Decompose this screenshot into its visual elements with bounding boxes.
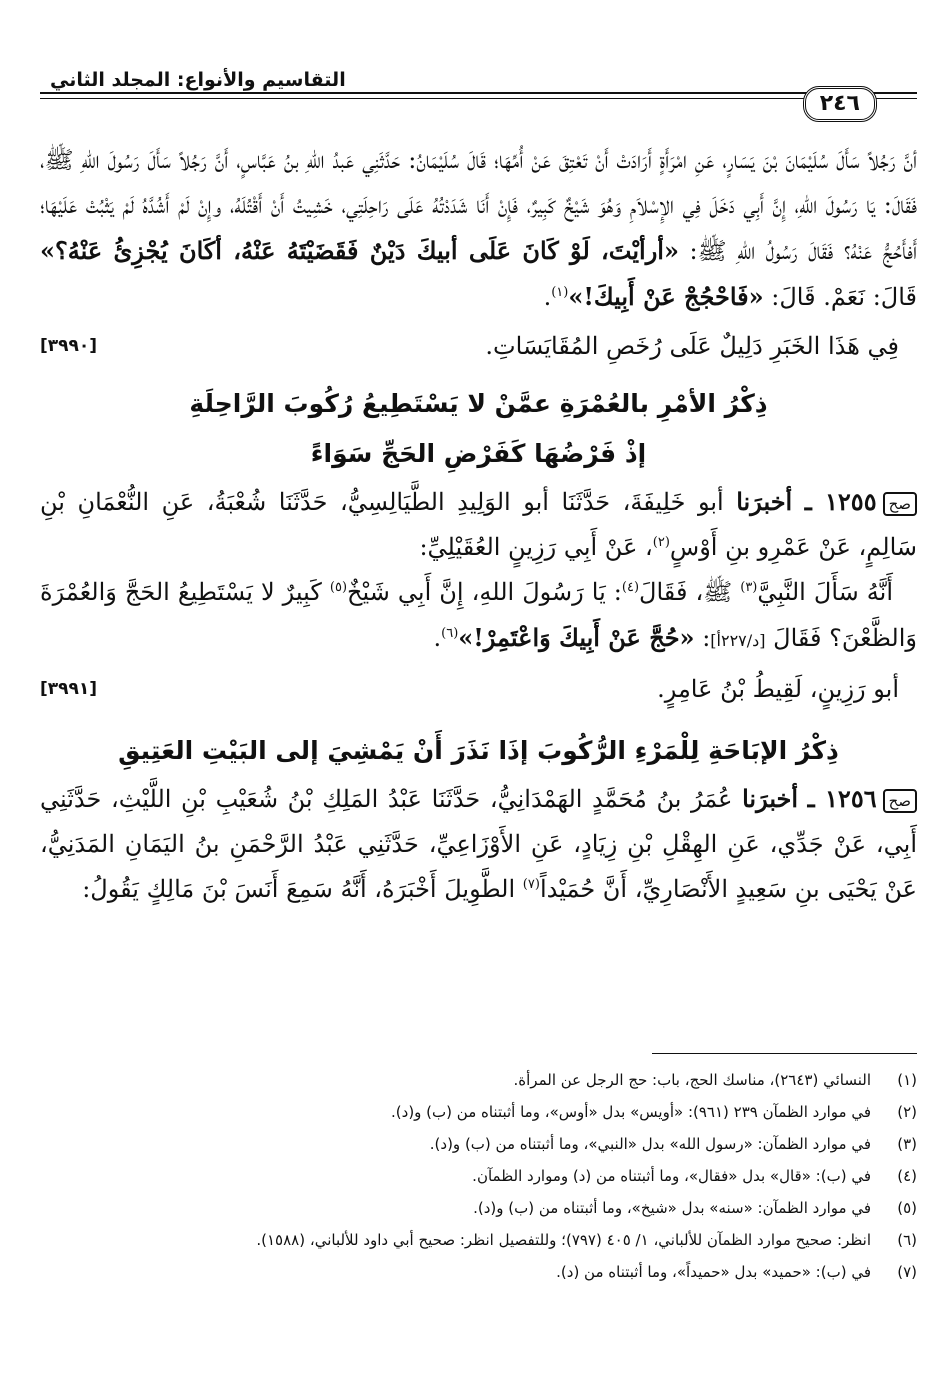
isnad-text: أبو خَلِيفَةَ، حَدَّثَنَا أبو الوَلِيدِ الطَّيَالِسِيُّ، حَدَّثَنَا شُعْبَةُ، عَنِ النُّعْمَانِ بْنِ سَالِمٍ، عَنْ عَمْرِو بنِ أَوْسٍ — [40, 488, 917, 561]
chapter-title-line: إذْ فَرْضُهَا كَفَرْضِ الحَجِّ سَوَاءً — [310, 439, 647, 468]
page-header — [40, 68, 917, 120]
hadith-1255-matn — [40, 570, 917, 663]
footnote — [40, 1192, 917, 1224]
footnote-number: (٤) — [897, 1167, 917, 1185]
matn-text: كَبِيرٌ لا يَسْتَطِيعُ الحَجَّ وَالعُمْرَةَ وَالظَّعْنَ؟ فَقَالَ — [40, 578, 917, 652]
note-text: فِي هَذَا الخَبَرِ دَلِيلٌ عَلَى رُخَصِ المُقَايَسَاتِ. — [485, 332, 899, 360]
prophet-quote: «فَاحْجُجْ عَنْ أَبِيكَ!» — [568, 282, 764, 311]
transmission-label: أخبرَنا — [736, 487, 793, 516]
footnote-text: انظر: صحيح موارد الظمآن للألباني، ١/ ٤٠٥ (٧٩٧)؛ وللتفصيل انظر: صحيح أبي داود للألباني، (١٥٨٨). — [256, 1231, 871, 1249]
footnotes — [40, 1064, 917, 1288]
footnote-marker: (٥) — [329, 580, 348, 595]
isnad-text: الطَّوِيلَ أَخْبَرَهُ، أَنَّهُ سَمِعَ أَنَسَ بْنَ مَالِكٍ يَقُولُ: — [82, 875, 516, 903]
isnad-text: عُمَرُ بنُ مُحَمَّدٍ الهَمْدَانِيُّ، حَدَّثَنَا عَبْدُ المَلِكِ بْنُ شُعَيْبِ بْنِ اللَّيْثِ، حَدَّثَنِي أَبِي، عَنْ جَدِّي، عَنِ الهِقْلِ بْنِ زِيَادٍ، عَنِ الأَوْزَاعِيِّ، حَدَّثَنِي عَبْدُ الرَّحْمَنِ بنُ اليَمَانِ المَدَنِيُّ، عَنْ يَحْيَى بنِ سَعِيدٍ الأَنْصَارِيِّ، أَنَّ حُمَيْداً — [40, 785, 917, 903]
footnote — [40, 1096, 917, 1128]
footnote-number: (٧) — [897, 1263, 917, 1281]
header-rule — [40, 92, 917, 94]
matn-text: ﷺ، فَقَالَ — [639, 578, 733, 606]
footnote-text: في موارد الظمآن ٢٣٩ (٩٦١): «أويس» بدل «أوس»، وما أثبتناه من (ب) و(د). — [391, 1103, 871, 1121]
page-number: ٢٤٦ — [803, 86, 877, 122]
footnote-text: في (ب): «حميد» بدل «حميداً»، وما أثبتناه من (د). — [556, 1263, 871, 1281]
footnote-marker: (٧) — [522, 877, 540, 892]
paragraph-hadith-continuation — [40, 138, 917, 320]
chapter-title-line: ذِكْرُ الأمْرِ بالعُمْرَةِ عمَّنْ لا يَسْتَطِيعُ رُكُوبَ الرَّاحِلَةِ — [189, 389, 768, 418]
hadith-1256 — [40, 776, 917, 912]
chapter-title — [40, 379, 917, 479]
hadith-reference-number: [٣٩٩١] — [40, 679, 98, 699]
running-title: التقاسيم والأنواع: المجلد الثاني — [40, 68, 346, 92]
hadith-1255 — [40, 479, 917, 570]
footnote-number: (٣) — [897, 1135, 917, 1153]
text-segment: . — [543, 283, 552, 311]
hadith-mark-icon: صح — [883, 492, 917, 516]
hadith-number: ١٢٥٦ ـ — [807, 784, 877, 813]
footnote-text: في موارد الظمآن: «سنه» بدل «شيخ»، وما أثبتناه من (ب) و(د). — [473, 1199, 871, 1217]
header-rule-thin — [40, 98, 917, 99]
author-note — [40, 667, 917, 712]
footnote — [40, 1224, 917, 1256]
footnote-marker: (٣) — [740, 580, 758, 595]
matn-text: : — [702, 624, 711, 652]
matn-text: . — [433, 624, 442, 652]
footnote-marker: (٤) — [621, 580, 640, 595]
hadith-reference-number: [٣٩٩٠] — [40, 336, 98, 356]
chapter-title-line: ذِكْرُ الإبَاحَةِ لِلْمَرْءِ الرُّكُوبَ إذَا نَذَرَ أَنْ يَمْشِيَ إلى البَيْتِ العَتِيقِ — [118, 736, 839, 765]
chapter-title — [40, 726, 917, 776]
footnote-number: (١) — [897, 1071, 917, 1089]
hadith-number: ١٢٥٥ ـ — [804, 487, 877, 516]
footnote-text: في موارد الظمآن: «رسول الله» بدل «النبي»، وما أثبتناه من (ب) و(د). — [429, 1135, 871, 1153]
footnote-marker: (٢) — [652, 535, 670, 550]
note-text: أبو رَزِينٍ، لَقِيطُ بْنُ عَامِرٍ. — [657, 675, 899, 703]
prophet-quote: «أرأيْتَ، لَوْ كَانَ عَلَى أبيكَ دَيْنٌ فَقَضَيْتَهُ عَنْهُ، أكَانَ يُجْزِئُ عَنْهُ؟» — [40, 236, 679, 265]
isnad-text: ، عَنْ أَبِي رَزِينٍ العُقَيْلِيِّ: — [419, 533, 653, 561]
footnote-number: (٥) — [897, 1199, 917, 1217]
manuscript-reference: [د/٢٢٧أ] — [710, 631, 766, 650]
footnote-number: (٦) — [897, 1231, 917, 1249]
matn-text: : يَا رَسُولَ اللهِ، إِنَّ أَبِي شَيْخٌ — [347, 578, 622, 606]
matn-text: أَنَّهُ سَأَلَ النَّبِيَّ — [757, 578, 893, 606]
prophet-quote: «حُجَّ عَنْ أَبِيكَ وَاعْتَمِرْ!» — [458, 623, 695, 652]
footnote-text: في (ب): «قال» بدل «فقال»، وما أثبتناه من (د) وموارد الظمآن. — [472, 1167, 871, 1185]
author-note — [40, 324, 917, 369]
text-segment: قَالَ: نَعَمْ. قَالَ: — [771, 283, 917, 311]
transmission-label: أخبرَنا — [742, 784, 799, 813]
hadith-mark-icon: صح — [883, 789, 917, 813]
text-segment: أنَّ رَجُلاً سَأَلَ سُلَيْمَانَ بْنَ يَسَارٍ، عَنِ امْرَأَةٍ أَرَادَتْ أَنْ تَعْتِقَ عَنْ أُمِّهَا؛ قَالَ سُلَيْمَانُ: حَدَّثَنِي عَبدُ اللهِ بنُ عَبَّاسٍ، أَنَّ رَجُلاً سَأَلَ رَسُولَ اللهِ ﷺ، فَقَالَ: يَا رَسُولَ اللهِ، إِنَّ أَبِي دَخَلَ فِي الإِسْلاَمِ وَهُوَ شَيْخٌ كَبِيرٌ، فَإِنْ أَنَا شَدَدْتُهُ عَلَى رَاحِلَتِي، خَشِيتُ أَنْ أَقْتُلَهُ، وإِنْ لَمْ أَشُدَّهُ لَمْ يَثْبُتْ عَلَيْهَا؛ أَفأَحُجُّ عَنْهُ؟ فَقَالَ رَسُولُ اللهِ ﷺ: — [40, 146, 917, 265]
footnote — [40, 1064, 917, 1096]
footnote-number: (٢) — [897, 1103, 917, 1121]
footnote-text: النسائي (٢٦٤٣)، مناسك الحج، باب: حج الرجل عن المرأة. — [513, 1071, 871, 1089]
main-text — [40, 138, 917, 912]
footnote — [40, 1160, 917, 1192]
footnote-separator — [652, 1053, 917, 1054]
footnote-marker: (٦) — [441, 626, 459, 641]
footnote — [40, 1128, 917, 1160]
footnote-marker: (١) — [551, 285, 569, 300]
footnote — [40, 1256, 917, 1288]
